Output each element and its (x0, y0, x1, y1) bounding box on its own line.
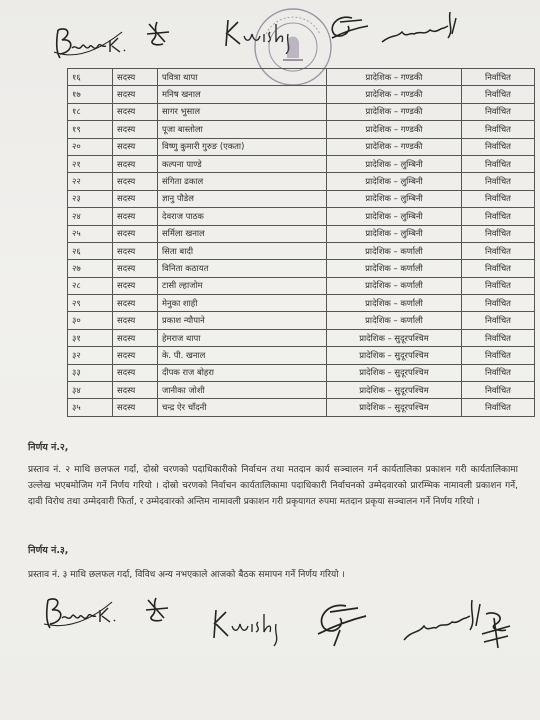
row-status: निर्वाचित (462, 399, 535, 416)
row-name: कल्पना पाण्डे (158, 155, 327, 172)
row-province: प्रादेशिक – कर्णाली (327, 312, 462, 329)
row-status: निर्वाचित (462, 312, 535, 329)
row-status: निर्वाचित (462, 277, 535, 294)
row-number: ३५ (68, 399, 113, 416)
table-row (68, 347, 535, 364)
row-number: २३ (68, 190, 113, 207)
row-name: हेमराज थापा (158, 329, 327, 346)
signature-bhuwan-top (52, 22, 132, 62)
table-row (68, 208, 535, 225)
row-name: सिता बादी (158, 242, 327, 259)
table-row (68, 329, 535, 346)
table-row (68, 138, 535, 155)
row-post: सदस्य (113, 103, 158, 120)
row-post: सदस्य (113, 295, 158, 312)
row-number: १७ (68, 86, 113, 103)
row-name: सर्मिला खनाल (158, 225, 327, 242)
row-post: सदस्य (113, 382, 158, 399)
row-number: ३३ (68, 364, 113, 381)
table-row (68, 155, 535, 172)
decision-2-heading: निर्णय नं.२, (28, 442, 69, 453)
row-post: सदस्य (113, 121, 158, 138)
row-province: प्रादेशिक – गण्डकी (327, 103, 462, 120)
signature-kunishy-bottom (210, 604, 302, 648)
row-post: सदस्य (113, 138, 158, 155)
row-status: निर्वाचित (462, 208, 535, 225)
table-row (68, 69, 535, 86)
row-status: निर्वाचित (462, 86, 535, 103)
row-status: निर्वाचित (462, 190, 535, 207)
row-status: निर्वाचित (462, 173, 535, 190)
row-province: प्रादेशिक – सुदूरपश्चिम (327, 329, 462, 346)
signature-bhuwan-bottom (40, 594, 126, 634)
row-name: सागर भुसाल (158, 103, 327, 120)
signature-mark-top (143, 20, 173, 50)
row-number: ३० (68, 312, 113, 329)
table-row (68, 312, 535, 329)
row-name: पवित्रा थापा (158, 69, 327, 86)
row-province: प्रादेशिक – सुदूरपश्चिम (327, 347, 462, 364)
row-province: प्रादेशिक – कर्णाली (327, 242, 462, 259)
decision-2-body: प्रस्ताव नं. २ माथि छलफल गर्दा, दोस्रो चरणको पदाधिकारीको निर्वाचन तथा मतदान कार्य सञ्चालन गर्न कार्यतालिका प्रकाशन गरी कार्यतालिकामा उल्लेख भएबमोजिम गर्ने निर्णय गरियो । दोस्रो चरणको निर्वाचन कार्यतालिकामा पदाधिकारी निर्वाचनको उम्मेदवारको प्रारम्भिक नामावली प्रकाशन गर्ने, दावी विरोध तथा उम्मेदवारी फिर्ता, र उम्मेदवारको अन्तिम नामावली प्रकाशन गरी प्रकृयागत रुपमा मतदान प्रकृया सञ्चालन गर्ने निर्णय गरियो । (28, 465, 518, 507)
row-post: सदस्य (113, 155, 158, 172)
row-number: २१ (68, 155, 113, 172)
decision-3-heading: निर्णय नं.३, (28, 545, 69, 556)
table-row (68, 103, 535, 120)
row-province: प्रादेशिक – गण्डकी (327, 69, 462, 86)
row-name: टासी ल्हाजोम (158, 277, 327, 294)
row-status: निर्वाचित (462, 382, 535, 399)
row-status: निर्वाचित (462, 260, 535, 277)
row-province: प्रादेशिक – लुम्बिनी (327, 190, 462, 207)
row-province: प्रादेशिक – लुम्बिनी (327, 173, 462, 190)
signature-g-bottom (310, 600, 370, 650)
table-row (68, 277, 535, 294)
row-post: सदस्य (113, 190, 158, 207)
row-post: सदस्य (113, 277, 158, 294)
row-province: प्रादेशिक – लुम्बिनी (327, 208, 462, 225)
row-number: २९ (68, 295, 113, 312)
row-post: सदस्य (113, 347, 158, 364)
row-name: ज्ञानु पौडेल (158, 190, 327, 207)
row-number: १८ (68, 103, 113, 120)
table-row (68, 173, 535, 190)
row-status: निर्वाचित (462, 242, 535, 259)
row-name: पूजा बास्तोला (158, 121, 327, 138)
row-province: प्रादेशिक – कर्णाली (327, 295, 462, 312)
row-number: २४ (68, 208, 113, 225)
row-name: मनिष खनाल (158, 86, 327, 103)
row-post: सदस्य (113, 260, 158, 277)
signature-mark-bottom (142, 596, 172, 626)
table-row (68, 399, 535, 416)
row-number: २० (68, 138, 113, 155)
row-number: ३२ (68, 347, 113, 364)
row-number: ३१ (68, 329, 113, 346)
row-name: चन्द्र ऐर चाँदनी (158, 399, 327, 416)
row-status: निर्वाचित (462, 347, 535, 364)
row-number: ३४ (68, 382, 113, 399)
row-status: निर्वाचित (462, 155, 535, 172)
row-post: सदस्य (113, 208, 158, 225)
row-province: प्रादेशिक – सुदूरपश्चिम (327, 364, 462, 381)
row-status: निर्वाचित (462, 121, 535, 138)
row-name: जानीका जोशी (158, 382, 327, 399)
row-post: सदस्य (113, 399, 158, 416)
row-province: प्रादेशिक – लुम्बिनी (327, 155, 462, 172)
table-row (68, 382, 535, 399)
signature-scribble-top (378, 8, 468, 48)
row-status: निर्वाचित (462, 329, 535, 346)
row-province: प्रादेशिक – कर्णाली (327, 277, 462, 294)
row-name: विष्णु कुमारी गुरुङ (एकता) (158, 138, 327, 155)
row-post: सदस्य (113, 69, 158, 86)
table-row (68, 121, 535, 138)
row-status: निर्वाचित (462, 138, 535, 155)
table-row (68, 242, 535, 259)
row-status: निर्वाचित (462, 295, 535, 312)
row-name: मेनुका शाही (158, 295, 327, 312)
row-province: प्रादेशिक – लुम्बिनी (327, 225, 462, 242)
members-table (67, 68, 535, 417)
row-number: २६ (68, 242, 113, 259)
row-province: प्रादेशिक – गण्डकी (327, 138, 462, 155)
row-post: सदस्य (113, 225, 158, 242)
row-number: २५ (68, 225, 113, 242)
row-name: दीपक राज बोहरा (158, 364, 327, 381)
table-row (68, 364, 535, 381)
decision-3-body: प्रस्ताव नं. ३ माथि छलफल गर्दा, विविध अन्य नभएकाले आजको बैठक समापन गर्ने निर्णय गरियो । (28, 570, 345, 580)
row-status: निर्वाचित (462, 364, 535, 381)
row-name: देवराज पाठक (158, 208, 327, 225)
row-name: विनिता कठायत (158, 260, 327, 277)
row-name: संगिता ढकाल (158, 173, 327, 190)
row-post: सदस्य (113, 242, 158, 259)
row-status: निर्वाचित (462, 69, 535, 86)
row-province: प्रादेशिक – सुदूरपश्चिम (327, 382, 462, 399)
row-status: निर्वाचित (462, 103, 535, 120)
members-table-body (68, 69, 535, 417)
row-status: निर्वाचित (462, 225, 535, 242)
table-row (68, 190, 535, 207)
row-name: के. पी. खनाल (158, 347, 327, 364)
row-post: सदस्य (113, 86, 158, 103)
row-number: २७ (68, 260, 113, 277)
row-post: सदस्य (113, 329, 158, 346)
row-number: २२ (68, 173, 113, 190)
row-province: प्रादेशिक – गण्डकी (327, 121, 462, 138)
signature-mark-bottom-right (476, 608, 516, 652)
row-province: प्रादेशिक – गण्डकी (327, 86, 462, 103)
row-post: सदस्य (113, 364, 158, 381)
row-name: प्रकाश न्यौपाने (158, 312, 327, 329)
row-province: प्रादेशिक – सुदूरपश्चिम (327, 399, 462, 416)
row-number: १६ (68, 69, 113, 86)
table-row (68, 295, 535, 312)
row-province: प्रादेशिक – कर्णाली (327, 260, 462, 277)
row-post: सदस्य (113, 312, 158, 329)
row-number: २८ (68, 277, 113, 294)
table-row (68, 225, 535, 242)
row-number: १९ (68, 121, 113, 138)
table-row (68, 86, 535, 103)
table-row (68, 260, 535, 277)
row-post: सदस्य (113, 173, 158, 190)
